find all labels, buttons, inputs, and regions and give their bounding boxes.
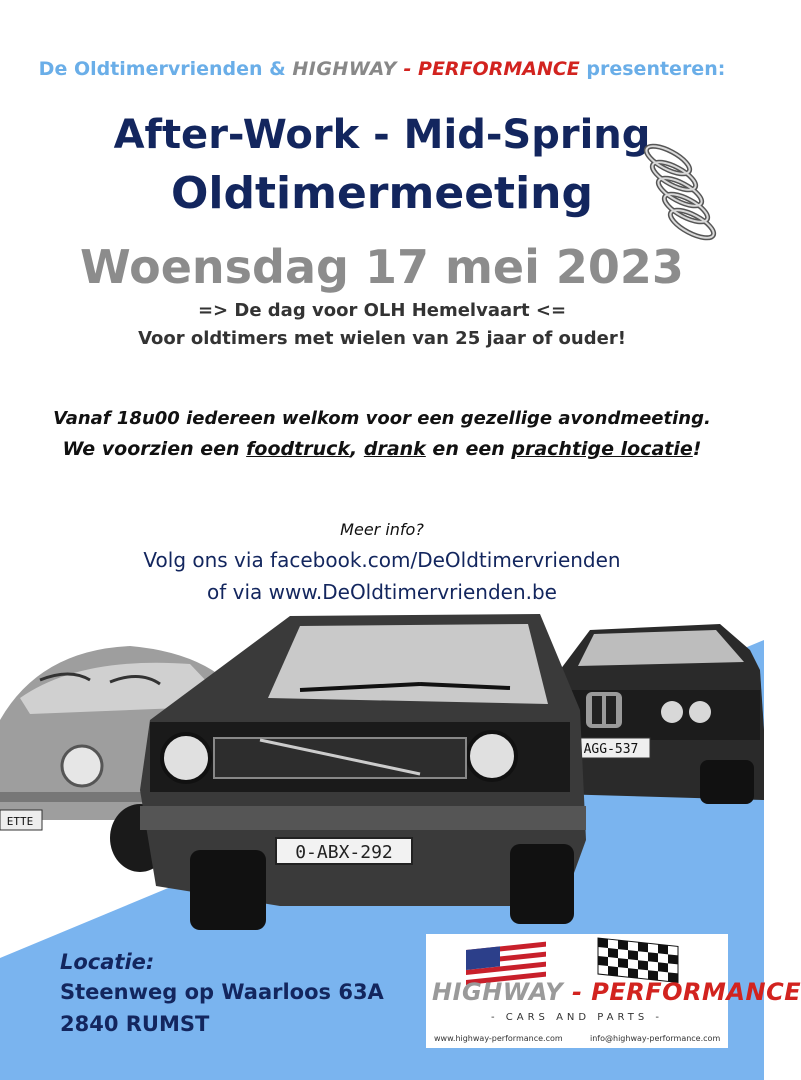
drank-text: drank — [363, 438, 426, 460]
classic-cars-photo — [0, 610, 764, 940]
sponsor-logo — [426, 934, 801, 1048]
website-text: of via www.DeOldtimervrienden.be — [207, 580, 557, 604]
location-street: Steenweg op Waarloos 63A — [60, 980, 384, 1004]
location-label: Locatie: — [60, 950, 155, 974]
sponsor-brand-performance: PERFORMANCE — [591, 978, 801, 1006]
title-line-1: After-Work - Mid-Spring — [113, 112, 651, 158]
more-info-label: Meer info? — [340, 520, 424, 539]
welcome-line-2 — [0, 438, 764, 460]
sponsor-brand-text — [432, 978, 801, 1006]
presenter-suffix: presenteren: — [586, 58, 726, 80]
event-requirement: Voor oldtimers met wielen van 25 jaar of ouder! — [138, 328, 626, 349]
facebook-text: Volg ons via facebook.com/DeOldtimervrienden — [143, 548, 621, 572]
volvo-plate-text: 0-ABX-292 — [295, 842, 393, 863]
presenter-brand-highway: HIGHWAY — [292, 58, 397, 80]
presenter-line — [0, 58, 764, 80]
welcome-end: ! — [692, 438, 702, 460]
beetle-plate-text: ETTE — [6, 815, 34, 828]
sponsor-tagline: - CARS AND PARTS - — [491, 1012, 663, 1023]
bmw-car-image — [556, 624, 764, 804]
presenter-brand-dash: - — [403, 58, 412, 80]
presenter-prefix: De Oldtimervrienden & — [38, 58, 293, 80]
welcome-prefix: We voorzien een — [62, 438, 247, 460]
sponsor-brand-dash: - — [563, 978, 592, 1006]
foodtruck-text: foodtruck — [246, 438, 350, 460]
welcome-line-1: Vanaf 18u00 iedereen welkom voor een gezellige avondmeeting. — [53, 408, 711, 429]
presenter-brand-performance: PERFORMANCE — [418, 58, 580, 80]
title-line-2: Oldtimermeeting — [171, 168, 593, 219]
sponsor-url: www.highway-performance.com — [434, 1034, 563, 1043]
location-city: 2840 RUMST — [60, 1012, 210, 1036]
checkered-flag-icon — [598, 938, 678, 982]
locatie-text: prachtige locatie — [511, 438, 693, 460]
volvo-car-image — [140, 614, 586, 930]
sponsor-email: info@highway-performance.com — [590, 1034, 721, 1043]
bmw-plate-text: AGG-537 — [583, 742, 639, 757]
event-note: => De dag voor OLH Hemelvaart <= — [197, 300, 567, 321]
sponsor-brand-highway: HIGHWAY — [432, 978, 564, 1006]
welcome-sep: , — [350, 438, 364, 460]
us-flag-icon — [466, 940, 546, 980]
event-date: Woensdag 17 mei 2023 — [80, 240, 684, 294]
welcome-mid: en een — [425, 438, 512, 460]
